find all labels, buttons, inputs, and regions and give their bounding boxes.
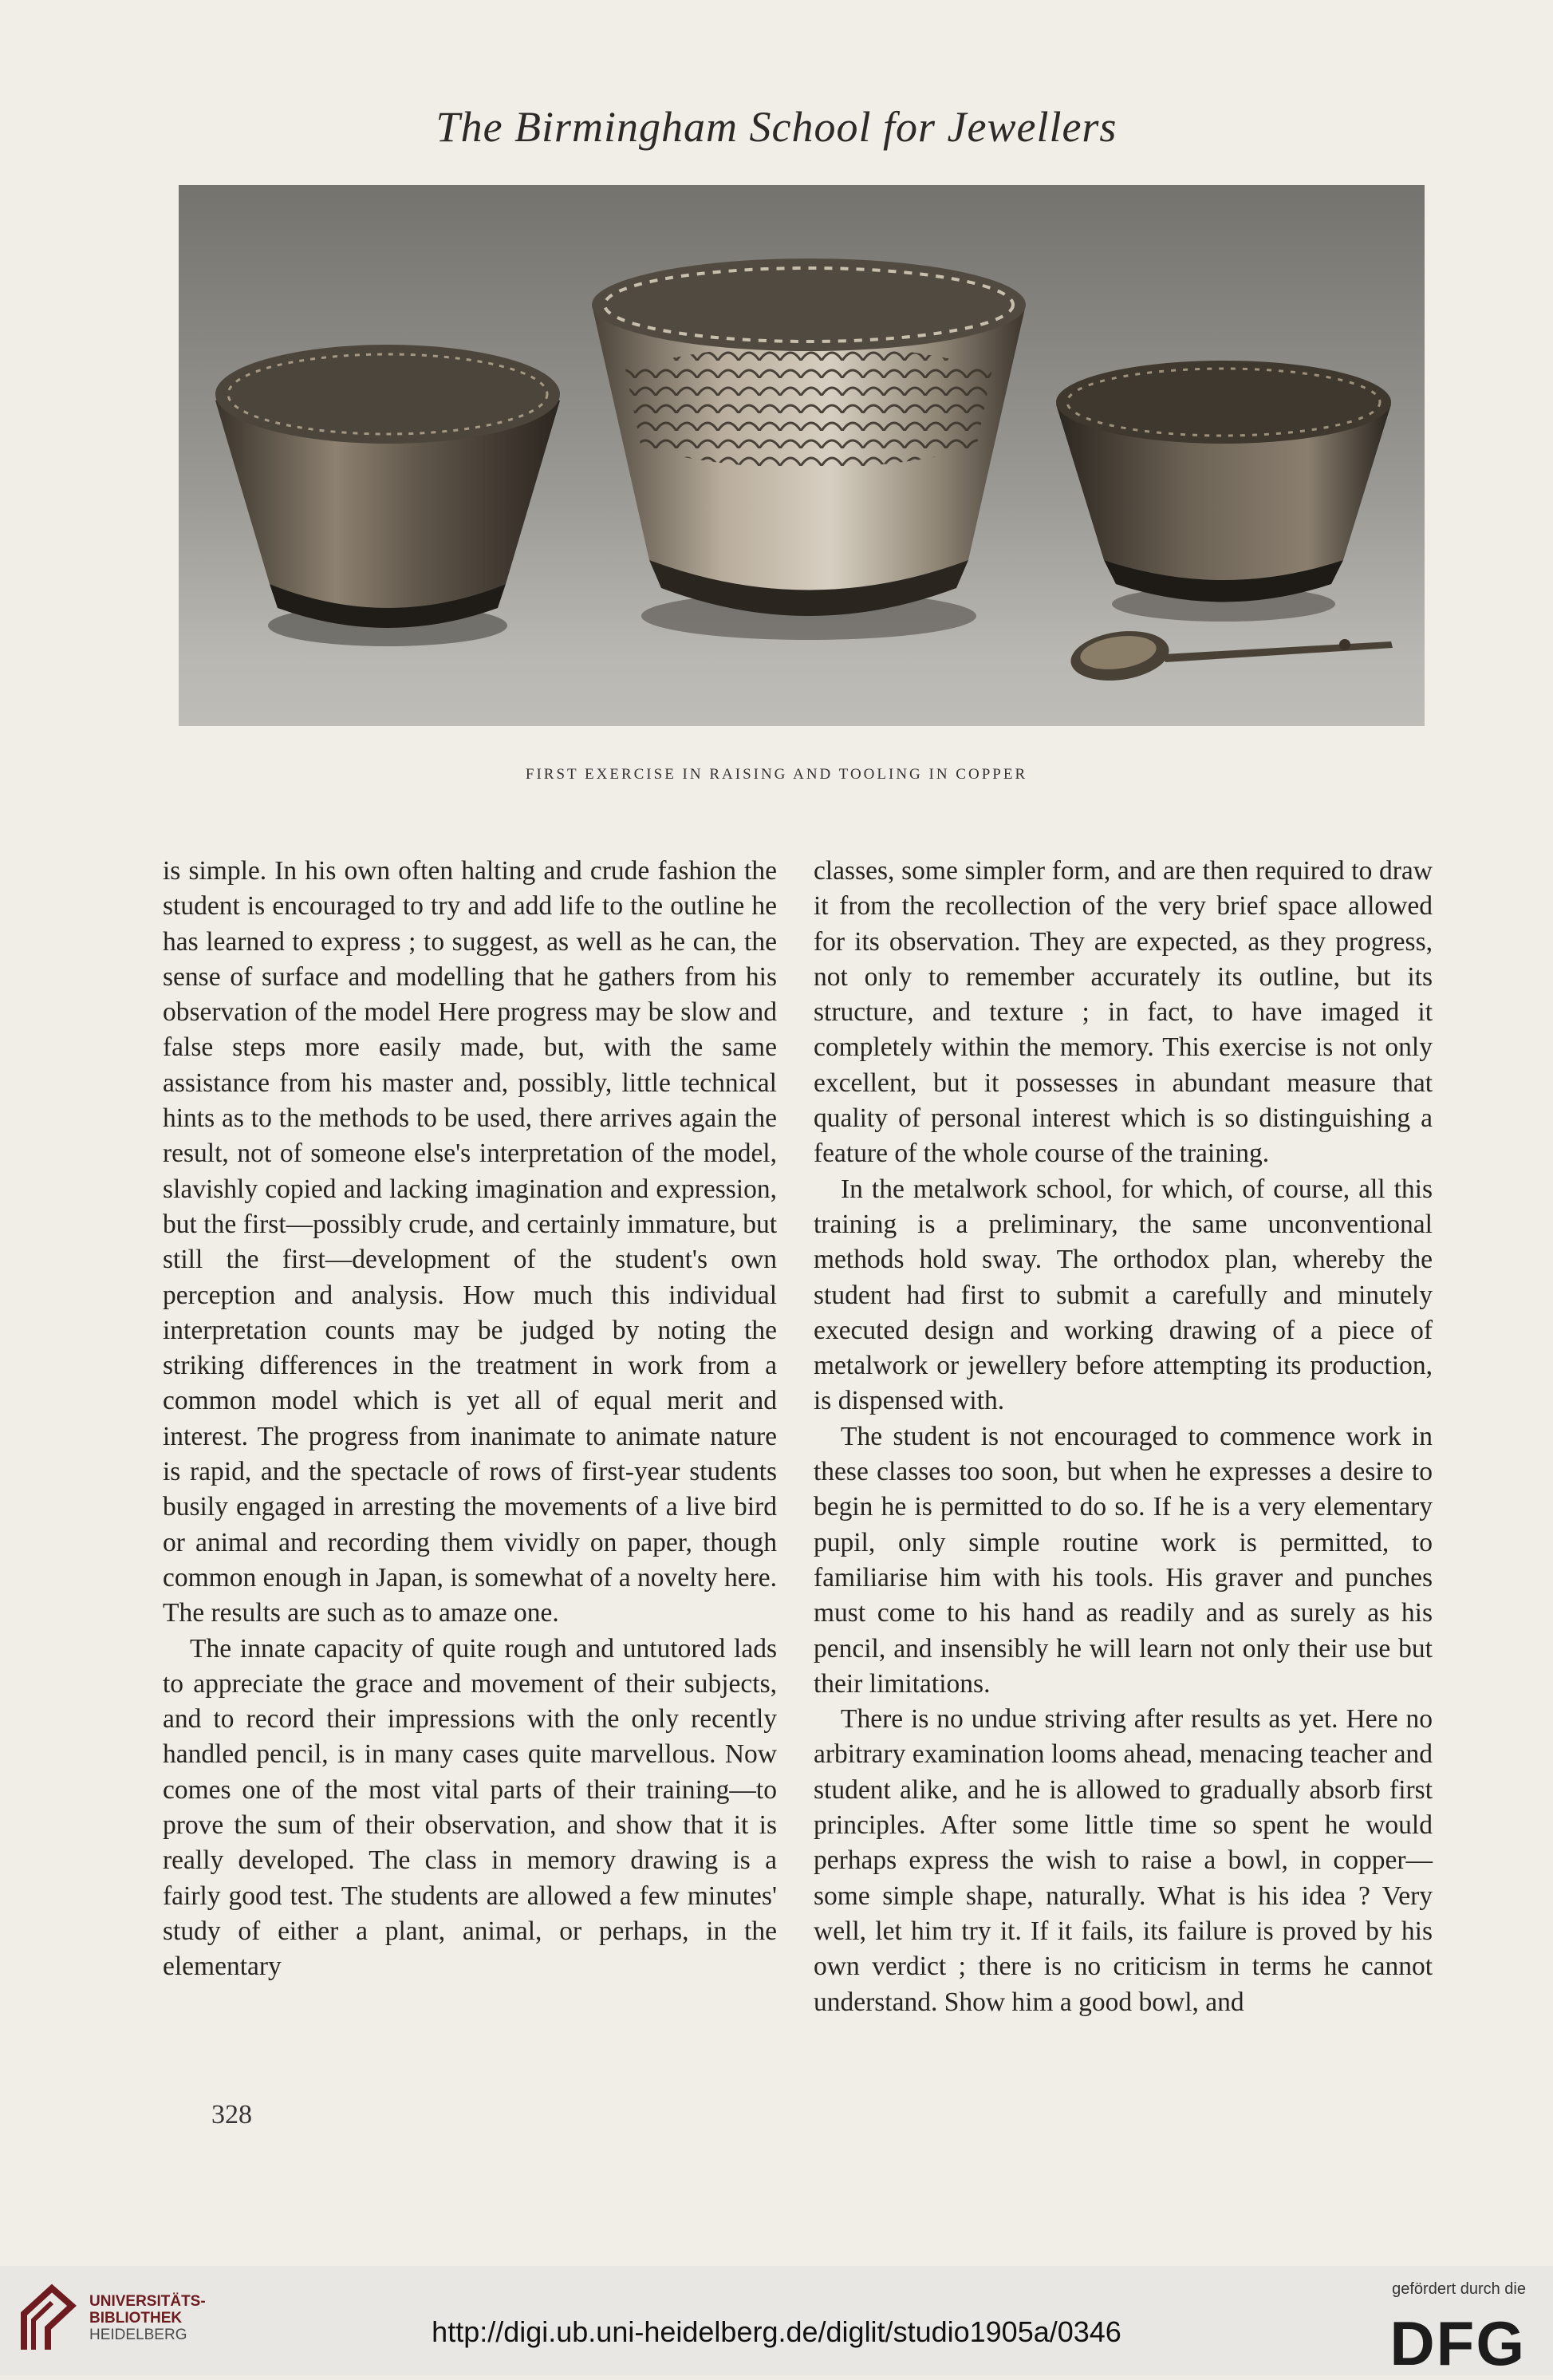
- copper-bowls-photo: [179, 185, 1425, 726]
- figure-photograph: [179, 185, 1425, 726]
- digitization-footer: [0, 2266, 1553, 2378]
- paragraph: The student is not encouraged to commence work in these classes too soon, but when he expresses a desire to begin he is permitted to do so. If he is a very elementary pupil, only simple routine work is permitted, to familiarise him with his tools. His graver and punches must come to his hand as readily and as surely as his pencil, and insensibly he will learn not only their use but their limitations.: [814, 1421, 1433, 1699]
- figure-caption: FIRST EXERCISE IN RAISING AND TOOLING IN COPPER: [525, 766, 1028, 783]
- library-name-line: BIBLIOTHEK: [89, 2310, 183, 2327]
- paragraph: The innate capacity of quite rough and untutored lads to appreciate the grace and movement of their subjects, and to record their impressions with the only recently handled pencil, is in many cases quite marvellous. Now comes one of the most vital parts of their training—to prove the sum of their observation, and show that it is really developed. The class in memory drawing is a fairly good test. The students are allowed a few minutes' study of either a plant, animal, or perhaps, in the elementary: [163, 1633, 777, 1982]
- funding-note: gefördert durch die: [1392, 2280, 1526, 2298]
- paragraph: is simple. In his own often halting and crude fashion the student is encouraged to try and add life to the outline he has learned to express ; to suggest, as well as he can, the sense of surface and modelling that he gathers from his observation of the model Here progress may be slow and false steps more easily made, but, with the same assistance from his master and, possibly, little technical hints as to the methods to be used, there arrives again the result, not of someone else's interpretation of the model, slavishly copied and lacking imagination and expression, but the first—possibly crude, and certainly immature, but still the first—development of the student's own perception and analysis. How much this individual interpretation counts may be judged by noting the striking differences in the treatment in work from a common model which is yet all of equal merit and interest. The progress from inanimate to animate nature is rapid, and the spectacle of rows of first-year students busily engaged in arresting the movements of a live bird or animal and recording them vividly on paper, though common enough in Japan, is somewhat of a novelty here. The results are such as to amaze one.: [163, 856, 777, 1628]
- dfg-logo: DFG: [1389, 2308, 1526, 2378]
- permalink-url[interactable]: http://digi.ub.uni-heidelberg.de/diglit/studio1905a/0346: [432, 2315, 1121, 2348]
- page-number: 328: [211, 2100, 252, 2129]
- library-name-line: HEIDELBERG: [89, 2327, 187, 2343]
- paragraph: In the metalwork school, for which, of course, all this training is a preliminary, the same unconventional methods hold sway. The orthodox plan, whereby the student had first to submit a carefully and minutely executed design and working drawing of a piece of metalwork or jewellery before attempting its production, is dispensed with.: [814, 1174, 1433, 1416]
- paragraph: classes, some simpler form, and are then required to draw it from the recollection of the very brief space allowed for its observation. They are expected, as they progress, not only to remember accurately its outline, but its structure, and texture ; in fact, to have imaged it completely within the memory. This exercise is not only excellent, but it possesses in abundant measure that quality of personal interest which is so distinguishing a feature of the whole course of the training.: [814, 856, 1433, 1169]
- paragraph: There is no undue striving after results as yet. Here no arbitrary examination looms ahead, menacing teacher and student alike, and he is allowed to gradually absorb first principles. After some little time so spent he would perhaps express the wish to raise a bowl, in copper—some simple shape, naturally. What is his idea ? Very well, let him try it. If it fails, its failure is proved by his own verdict ; there is no criticism in terms he cannot understand. Show him a good bowl, and: [814, 1704, 1433, 2017]
- running-title: The Birmingham School for Jewellers: [436, 103, 1117, 151]
- left-column: [163, 854, 777, 1985]
- library-name-line: UNIVERSITÄTS-: [89, 2293, 206, 2310]
- right-column: [814, 854, 1433, 2020]
